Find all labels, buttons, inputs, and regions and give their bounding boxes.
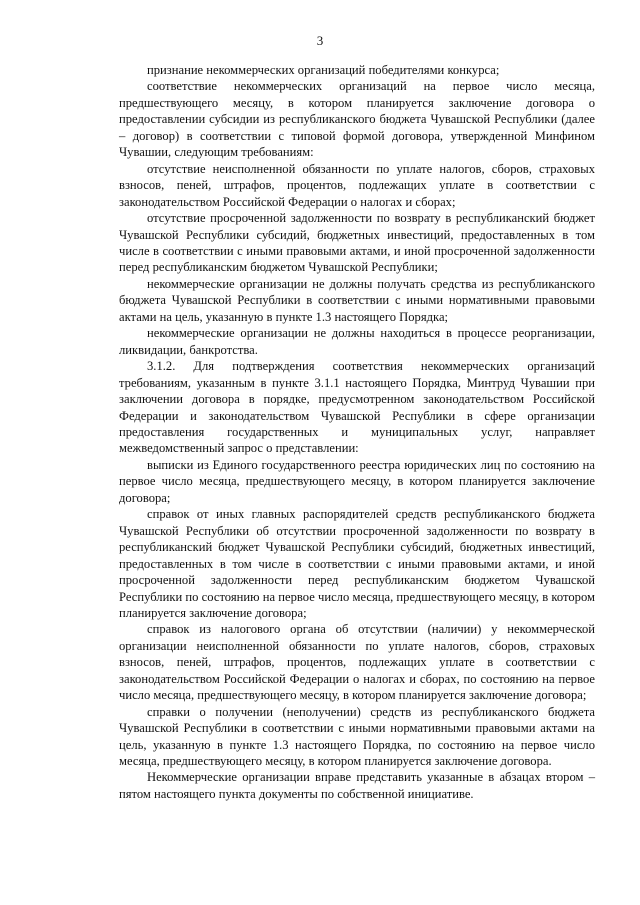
paragraph-9: справок от иных главных распорядителей средств республиканского бюджета Чувашской Республики об отсутствии просроченной задолженности по возврату в республиканский бюджет Чувашской Республики субсидий, бюджетных инвестиций, предоставленных в том числе в соответствии с иными правовыми актами, и иной просроченной задолженности перед республиканским бюджетом Чувашской Республики по состоянию на первое число месяца, предшествующего месяцу, в котором планируется заключение договора;	[119, 507, 595, 620]
document-body	[119, 62, 595, 802]
paragraph-12: Некоммерческие организации вправе представить указанные в абзацах втором – пятом настоящего пункта документы по собственной инициативе.	[119, 770, 595, 801]
paragraph-1: признание некоммерческих организаций победителями конкурса;	[147, 63, 500, 77]
paragraph-5: некоммерческие организации не должны получать средства из республиканского бюджета Чувашской Республики в соответствии с иными нормативными правовыми актами на цель, указанную в пункте 1.3 настоящего Порядка;	[119, 276, 595, 324]
paragraph-6: некоммерческие организации не должны находиться в процессе реорганизации, ликвидации, банкротства.	[119, 326, 595, 357]
paragraph-8: выписки из Единого государственного реестра юридических лиц по состоянию на первое число месяца, предшествующего месяцу, в котором планируется заключение договора;	[119, 457, 595, 505]
paragraph-4: отсутствие просроченной задолженности по возврату в республиканский бюджет Чувашской Республики субсидий, бюджетных инвестиций, предоставленных в том числе в соответствии с иными правовыми актами, и иной просроченной задолженности перед республиканским бюджетом Чувашской Республики;	[119, 211, 595, 275]
paragraph-10: справок из налогового органа об отсутствии (наличии) у некоммерческой организации неисполненной обязанности по уплате налогов, сборов, страховых взносов, пеней, штрафов, процентов, подлежащих уплате в соответствии с законодательством Российской Федерации о налогах и сборах, по состоянию на первое число месяца, предшествующего месяцу, в котором планируется заключение договора;	[119, 622, 595, 703]
paragraph-2: соответствие некоммерческих организаций на первое число месяца, предшествующего месяцу, в котором планируется заключение договора о предоставлении субсидии из республиканского бюджета Чувашской Республики (далее – договор) в соответствии с типовой формой договора, утвержденной Минфином Чувашии, следующим требованиям:	[119, 79, 595, 160]
paragraph-11: справки о получении (неполучении) средств из республиканского бюджета Чувашской Республики в соответствии с иными нормативными правовыми актами на цель, указанную в пункте 1.3 настоящего Порядка, по состоянию на первое число месяца, предшествующего месяцу, в котором планируется заключение договора.	[119, 704, 595, 769]
paragraph-3: отсутствие неисполненной обязанности по уплате налогов, сборов, страховых взносов, пеней, штрафов, процентов, подлежащих уплате в соответствии с законодательством Российской Федерации о налогах и сборах;	[119, 161, 595, 209]
page-number: 3	[316, 33, 324, 48]
paragraph-7: 3.1.2. Для подтверждения соответствия некоммерческих организаций требованиям, указанным в пункте 3.1.1 настоящего Порядка, Минтруд Чувашии при заключении договора в порядке, предусмотренном законодательством Российской Федерации и законодательством Чувашской Республики в сфере организации предоставления государственных и муниципальных услуг, направляет межведомственный запрос о представлении:	[119, 359, 595, 456]
